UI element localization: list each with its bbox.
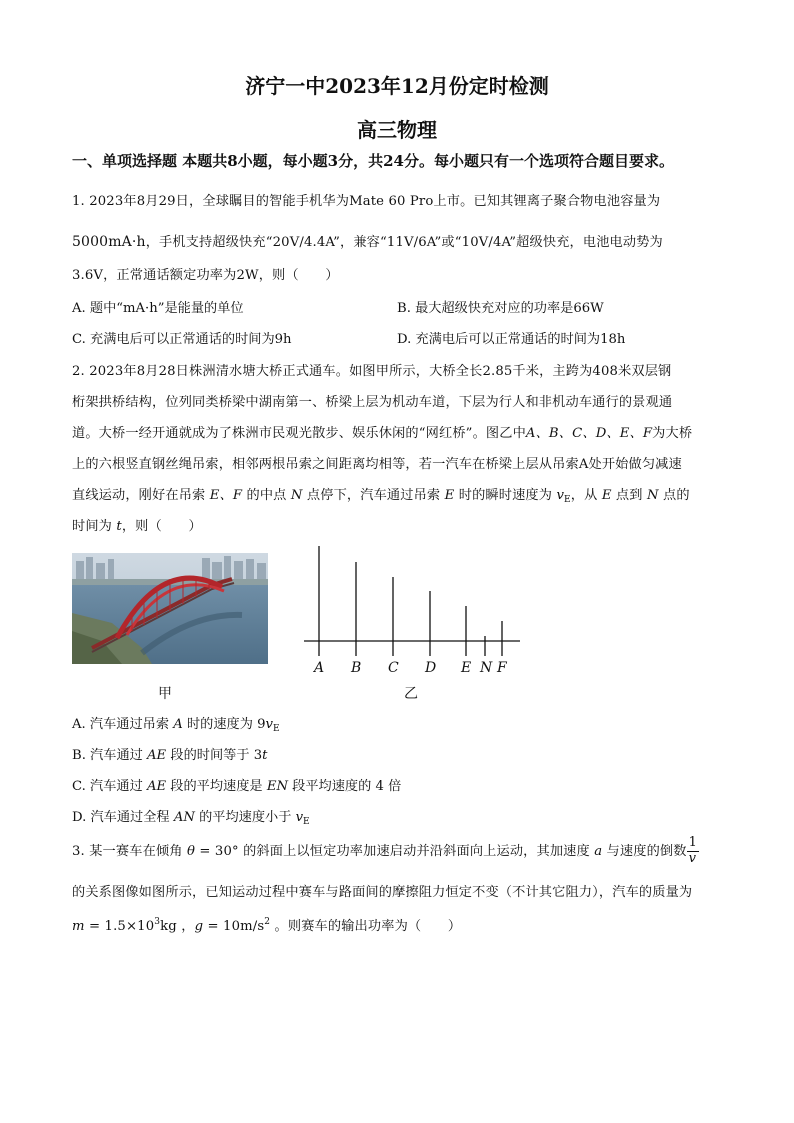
q2-option-a — [72, 713, 280, 732]
q2-line-3-letters: A、B、C、D、E、F — [525, 426, 653, 441]
q3-m: m — [72, 919, 85, 934]
q3-l1-c: 与速度的倒数 — [602, 844, 687, 859]
q3-l3-c: = 10m/s — [203, 919, 265, 934]
exam-subtitle: 高三物理 — [357, 118, 437, 142]
q1-option-c: C. 充满电后可以正常通话的时间为9h — [72, 332, 292, 347]
hanger-label-C: C — [388, 660, 399, 676]
q2-l5-d: 时的瞬时速度为 — [454, 488, 557, 503]
q2-l5-h: 点的 — [658, 488, 690, 503]
q2-option-b — [72, 744, 267, 763]
q3-l3-d: 。则赛车的输出功率为（ ） — [270, 919, 462, 934]
q2-opt-c-pre: C. 汽车通过 — [72, 779, 147, 794]
q1-capacity: 5000mA·h — [72, 234, 146, 250]
q2-l5-c: 点停下，汽车通过吊索 — [302, 488, 445, 503]
hanger-label-E: E — [461, 660, 472, 676]
q3-exp2: 2 — [264, 917, 271, 927]
q2-option-c — [72, 775, 401, 794]
q2-opt-d-an: AN — [173, 810, 195, 825]
q2-opt-b-ae: AE — [147, 748, 167, 763]
q3-l1-b: = 30° 的斜面上以恒定功率加速启动并沿斜面向上运动，其加速度 — [195, 844, 595, 859]
q1-line-3: 3.6V，正常通话额定功率为2W，则（ ） — [72, 268, 339, 283]
q2-line-1: 2. 2023年8月28日株洲清水塘大桥正式通车。如图甲所示，大桥全长2.85千米，主跨为408米双层钢 — [72, 364, 672, 379]
q2-line-3-pre: 道。大桥一经开通就成为了株洲市民观光散步、娱乐休闲的“网红桥”。图乙中 — [72, 426, 526, 441]
q2-opt-d-sub: E — [303, 817, 310, 827]
section-heading: 一、单项选择题 本题共8小题，每小题3分，共24分。每小题只有一个选项符合题目要求。 — [72, 152, 674, 170]
q3-l3-a: = 1.5×10 — [84, 919, 155, 934]
q2-opt-a-sub: E — [272, 724, 280, 734]
q2-opt-c-en: EN — [266, 779, 288, 794]
q2-opt-b-mid: 段的时间等于 3 — [166, 748, 263, 763]
q2-line-3 — [72, 422, 692, 441]
q2-l6-t: t — [116, 519, 122, 534]
bridge-photo-image — [72, 553, 268, 664]
q2-line-4: 上的六根竖直钢丝绳吊索，相邻两根吊索之间距离均相等，若一汽车在桥梁上层从吊索A处开始做匀减速 — [72, 457, 682, 472]
q2-opt-d-v: v — [295, 810, 304, 825]
q2-opt-c-post: 段平均速度的 4 倍 — [287, 779, 402, 794]
q2-opt-b-pre: B. 汽车通过 — [72, 748, 148, 763]
q2-opt-a-a: A — [173, 717, 183, 732]
q2-l5-ef: E、F — [209, 488, 243, 503]
q2-opt-c-mid: 段的平均速度是 — [166, 779, 267, 794]
q2-l5-g: 点到 — [611, 488, 647, 503]
q2-l5-a: 直线运动，刚好在吊索 — [72, 488, 210, 503]
hanger-label-D: D — [425, 660, 437, 676]
q2-l5-vsub: E — [564, 495, 571, 505]
q3-l1-a: 3. 某一赛车在倾角 — [72, 844, 187, 859]
q3-frac-num: 1 — [688, 835, 698, 850]
bridge-photo — [72, 553, 268, 664]
q1-line-2-text: ，手机支持超级快充“20V/4.4A”，兼容“11V/6A”或“10V/4A”超级快充，电池电动势为 — [145, 235, 663, 250]
q3-g: g — [194, 919, 204, 934]
q2-l6-a: 时间为 — [72, 519, 117, 534]
q2-opt-a-pre: A. 汽车通过吊索 — [72, 717, 174, 732]
q2-opt-d-mid: 的平均速度小于 — [194, 810, 296, 825]
q2-opt-d-pre: D. 汽车通过全程 — [72, 810, 174, 825]
q2-opt-b-t: t — [262, 748, 268, 763]
q2-l5-e2: E — [601, 488, 612, 503]
q3-line-3 — [72, 915, 461, 934]
q1-option-b: B. 最大超级快充对应的功率是66W — [397, 301, 604, 316]
q2-line-6 — [72, 515, 202, 534]
q1-line-2 — [72, 231, 663, 250]
q3-fraction — [687, 835, 699, 867]
q3-line-1 — [72, 835, 699, 867]
q2-opt-c-ae: AE — [146, 779, 167, 794]
hanger-label-N: N — [480, 660, 493, 676]
hanger-label-F: F — [497, 660, 507, 676]
exam-title: 济宁一中2023年12月份定时检测 — [245, 74, 549, 98]
hanger-label-B: B — [351, 660, 362, 676]
q2-l5-n2: N — [646, 488, 659, 503]
q3-exp: 3 — [154, 917, 161, 927]
q2-opt-a-v: v — [265, 717, 273, 732]
q3-frac-den: v — [688, 851, 697, 866]
q2-l5-b: 的中点 — [242, 488, 291, 503]
q2-line-2: 桁架拱桥结构，位列同类桥梁中湖南第一、桥梁上层为机动车道，下层为行人和非机动车通行的景观通 — [72, 395, 673, 410]
q1-option-d: D. 充满电后可以正常通话的时间为18h — [397, 332, 626, 347]
q2-option-d — [72, 806, 310, 825]
q2-l6-b: ，则（ ） — [121, 519, 202, 534]
figure-jia-caption: 甲 — [158, 686, 172, 702]
q3-theta: θ — [186, 844, 196, 859]
q2-l5-f: ，从 — [570, 488, 602, 503]
q2-line-5 — [72, 484, 690, 503]
q2-line-3-post: 为大桥 — [652, 426, 693, 441]
q3-line-2: 的关系图像如图所示，已知运动过程中赛车与路面间的摩擦阻力恒定不变（不计其它阻力），汽车的质量为 — [72, 885, 693, 900]
q2-l5-e: E — [444, 488, 455, 503]
q2-l5-v: v — [556, 488, 565, 503]
figure-yi-caption: 乙 — [404, 686, 418, 702]
hanger-label-A: A — [314, 660, 325, 676]
q1-option-a: A. 题中“mA·h”是能量的单位 — [72, 301, 244, 316]
q3-l3-b: kg ， — [160, 919, 195, 934]
q1-line-1: 1. 2023年8月29日，全球瞩目的智能手机华为Mate 60 Pro上市。已知其锂离子聚合物电池容量为 — [72, 194, 661, 209]
hanger-diagram — [300, 540, 525, 680]
q2-l5-n: N — [290, 488, 303, 503]
q2-opt-a-mid: 时的速度为 9 — [182, 717, 266, 732]
q3-accel-symbol: a — [594, 844, 603, 859]
